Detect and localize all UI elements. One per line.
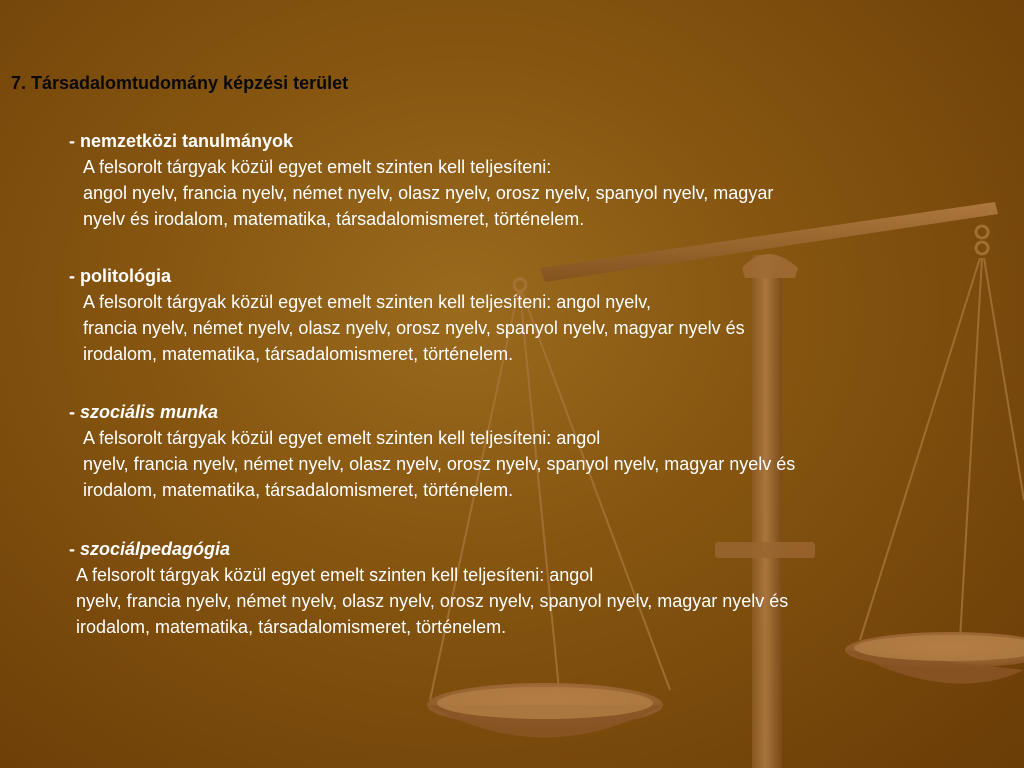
body-line: nyelv, francia nyelv, német nyelv, olasz nyelv, orosz nyelv, spanyol nyelv, magyar nyelv és <box>83 454 796 474</box>
heading-dash: - <box>69 539 80 559</box>
body-line: A felsorolt tárgyak közül egyet emelt szinten kell teljesíteni: angol nyelv, <box>83 292 651 312</box>
body-line: A felsorolt tárgyak közül egyet emelt szinten kell teljesíteni: <box>83 157 552 177</box>
body-line: irodalom, matematika, társadalomismeret, történelem. <box>83 344 514 364</box>
section-heading <box>69 399 795 425</box>
slide-title: 7. Társadalomtudomány képzési terület <box>11 73 349 93</box>
body-line: irodalom, matematika, társadalomismeret, történelem. <box>83 480 514 500</box>
heading-dash: - <box>69 266 80 286</box>
body-line: nyelv, francia nyelv, német nyelv, olasz nyelv, orosz nyelv, spanyol nyelv, magyar nyelv és <box>76 591 789 611</box>
section-szocialis-munka <box>69 399 795 503</box>
body-line: angol nyelv, francia nyelv, német nyelv, olasz nyelv, orosz nyelv, spanyol nyelv, magyar <box>83 183 774 203</box>
body-line: A felsorolt tárgyak közül egyet emelt szinten kell teljesíteni: angol <box>76 565 594 585</box>
section-heading <box>69 536 788 562</box>
heading-text: szociális munka <box>80 402 219 422</box>
body-line: francia nyelv, német nyelv, olasz nyelv, orosz nyelv, spanyol nyelv, magyar nyelv és <box>83 318 745 338</box>
section-heading <box>69 263 745 289</box>
heading-text: szociálpedagógia <box>80 539 231 559</box>
section-heading <box>69 128 773 154</box>
section-nemzetkozi-tanulmanyok <box>69 128 773 232</box>
heading-text: politológia <box>80 266 171 286</box>
body-line: nyelv és irodalom, matematika, társadalomismeret, történelem. <box>83 209 585 229</box>
body-line: A felsorolt tárgyak közül egyet emelt szinten kell teljesíteni: angol <box>83 428 601 448</box>
heading-text: nemzetközi tanulmányok <box>80 131 294 151</box>
section-szocialpedagogia <box>69 536 788 640</box>
heading-dash: - <box>69 402 80 422</box>
section-politologia <box>69 263 745 367</box>
body-line: irodalom, matematika, társadalomismeret, történelem. <box>76 617 507 637</box>
heading-dash: - <box>69 131 80 151</box>
